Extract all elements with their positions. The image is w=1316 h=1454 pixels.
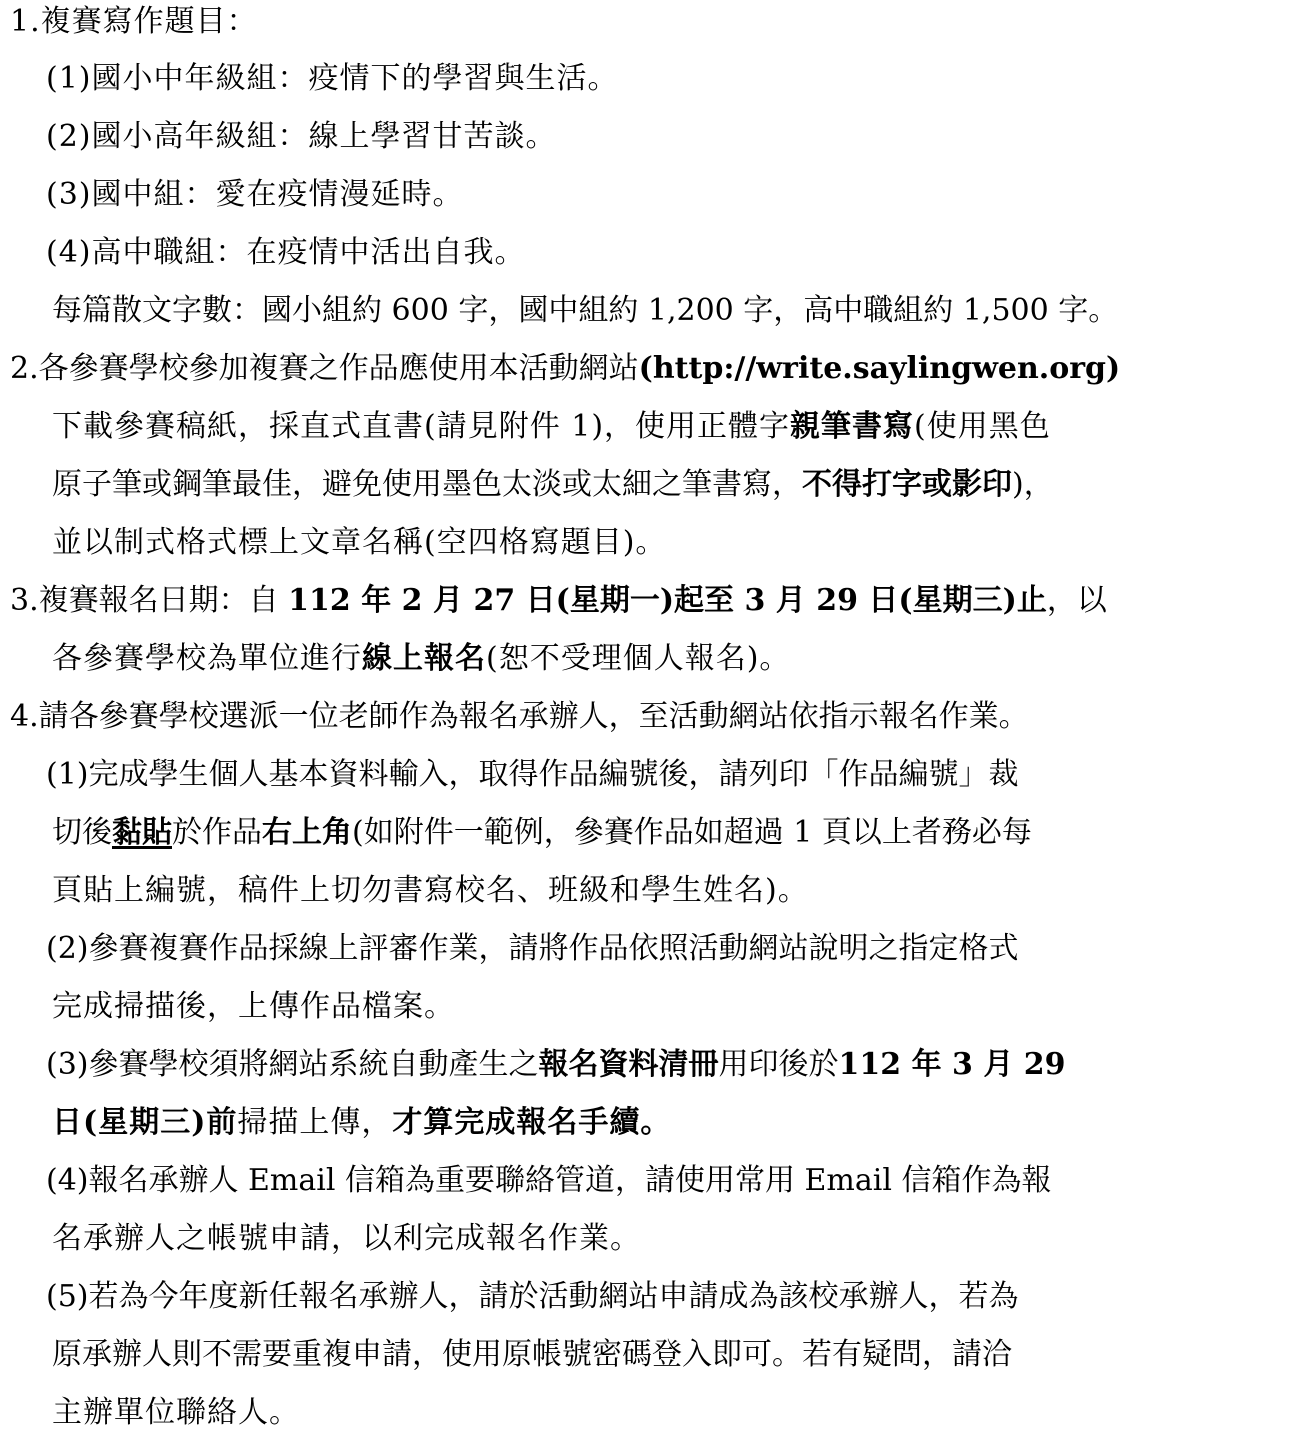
section-4-line-1	[10, 699, 1029, 735]
registration-roster-emphasis: 報名資料清冊	[538, 1047, 719, 1082]
registration-date-label: 3.複賽報名日期：自	[10, 583, 289, 618]
section-2-line-1-text: 2.各參賽學校參加複賽之作品應使用本活動網站	[10, 351, 639, 386]
word-count-note	[52, 293, 1118, 329]
handwrite-emphasis: 親筆書寫	[790, 409, 915, 444]
section-4-item-5-line-2-text: 原承辦人則不需要重複申請，使用原帳號密碼登入即可。若有疑問，請洽	[52, 1337, 1012, 1372]
topic-item-2	[46, 119, 557, 155]
section-4-item-1-line-2-mid: 於作品	[172, 815, 262, 850]
section-4-item-3-line-1-text: (3)參賽學校須將網站系統自動產生之	[46, 1047, 539, 1082]
section-4-item-3-line-2	[52, 1105, 671, 1141]
topic-item-4-text: (4)高中職組：在疫情中活出自我。	[46, 235, 526, 270]
section-4-item-4-line-2	[52, 1221, 641, 1257]
section-4-item-1-line-2-tail: (如附件一範例，參賽作品如超過 1 頁以上者務必每	[352, 815, 1032, 850]
section-2-line-4-text: 並以制式格式標上文章名稱(空四格寫題目)。	[52, 525, 667, 560]
section-4-item-1-line-1	[46, 757, 1019, 793]
section-4-item-4-line-1	[46, 1163, 1051, 1199]
section-2-line-2-tail: (使用黑色	[914, 409, 1051, 444]
topic-item-3	[46, 177, 464, 213]
section-4-item-5-line-2	[52, 1337, 1012, 1373]
section-4-line-1-text: 4.請各參賽學校選派一位老師作為報名承辦人，至活動網站依指示報名作業。	[10, 699, 1029, 734]
section-1-heading-text: 1.複賽寫作題目：	[10, 4, 258, 39]
section-2-line-2	[52, 409, 1051, 445]
topic-item-2-text: (2)國小高年級組：線上學習甘苦談。	[46, 119, 557, 154]
section-2-line-3-text: 原子筆或鋼筆最佳，避免使用墨色太淡或太細之筆書寫，	[52, 467, 802, 502]
section-4-item-3-line-1	[46, 1047, 1066, 1083]
top-right-corner-emphasis: 右上角	[262, 815, 352, 850]
section-4-item-1-line-3	[52, 873, 809, 909]
section-3-line-2	[52, 641, 790, 677]
deadline-weekday: 日(星期三)前	[52, 1105, 238, 1140]
website-url: (http://write.saylingwen.org)	[638, 351, 1121, 386]
complete-registration-emphasis: 才算完成報名手續。	[392, 1105, 672, 1140]
section-3-line-2-text: 各參賽學校為單位進行	[52, 641, 362, 676]
online-registration-emphasis: 線上報名	[362, 641, 486, 676]
registration-date-range: 112 年 2 月 27 日(星期一)起至 3 月 29 日(星期三)止	[288, 583, 1047, 618]
section-2-line-3	[52, 467, 1054, 503]
section-4-item-3-line-1-mid: 用印後於	[718, 1047, 839, 1082]
section-4-item-5-line-3	[52, 1395, 300, 1431]
section-4-item-1-line-3-text: 頁貼上編號，稿件上切勿書寫校名、班級和學生姓名)。	[52, 873, 809, 908]
section-2-line-2-text: 下載參賽稿紙，採直式直書(請見附件 1)，使用正體字	[52, 409, 791, 444]
section-4-item-4-line-1-text: (4)報名承辦人 Email 信箱為重要聯絡管道，請使用常用 Email 信箱作為報	[46, 1163, 1052, 1198]
section-4-item-2-line-1	[46, 931, 1019, 967]
section-4-item-3-line-2-text: 掃描上傳，	[237, 1105, 393, 1140]
topic-item-1	[46, 61, 619, 97]
section-3-line-2-tail: (恕不受理個人報名)。	[486, 641, 791, 676]
topic-item-3-text: (3)國中組：愛在疫情漫延時。	[46, 177, 464, 212]
word-count-note-text: 每篇散文字數：國小組約 600 字，國中組約 1,200 字，高中職組約 1,500 字。	[52, 293, 1119, 328]
section-4-item-4-line-2-text: 名承辦人之帳號申請，以利完成報名作業。	[52, 1221, 641, 1256]
no-print-emphasis: 不得打字或影印	[802, 467, 1012, 502]
section-1-heading	[10, 4, 258, 40]
topic-item-4	[46, 235, 526, 271]
section-4-item-2-line-2	[52, 989, 455, 1025]
deadline-date: 112 年 3 月 29	[838, 1047, 1066, 1082]
topic-item-1-text: (1)國小中年級組：疫情下的學習與生活。	[46, 61, 619, 96]
section-4-item-2-line-2-text: 完成掃描後，上傳作品檔案。	[52, 989, 455, 1024]
section-4-item-1-line-2-text: 切後	[52, 815, 112, 850]
section-4-item-2-line-1-text: (2)參賽複賽作品採線上評審作業，請將作品依照活動網站說明之指定格式	[46, 931, 1019, 966]
paste-emphasis: 黏貼	[112, 815, 172, 850]
section-2-line-3-tail: )，	[1012, 467, 1054, 502]
section-4-item-5-line-3-text: 主辦單位聯絡人。	[52, 1395, 300, 1430]
section-3-line-1-tail: ，以	[1046, 583, 1107, 618]
section-4-item-5-line-1-text: (5)若為今年度新任報名承辦人，請於活動網站申請成為該校承辦人，若為	[46, 1279, 1019, 1314]
section-2-line-1	[10, 351, 1120, 387]
section-4-item-1-line-2	[52, 815, 1032, 851]
section-2-line-4	[52, 525, 666, 561]
section-4-item-1-line-1-text: (1)完成學生個人基本資料輸入，取得作品編號後，請列印「作品編號」裁	[46, 757, 1019, 792]
section-3-line-1	[10, 583, 1107, 619]
section-4-item-5-line-1	[46, 1279, 1019, 1315]
